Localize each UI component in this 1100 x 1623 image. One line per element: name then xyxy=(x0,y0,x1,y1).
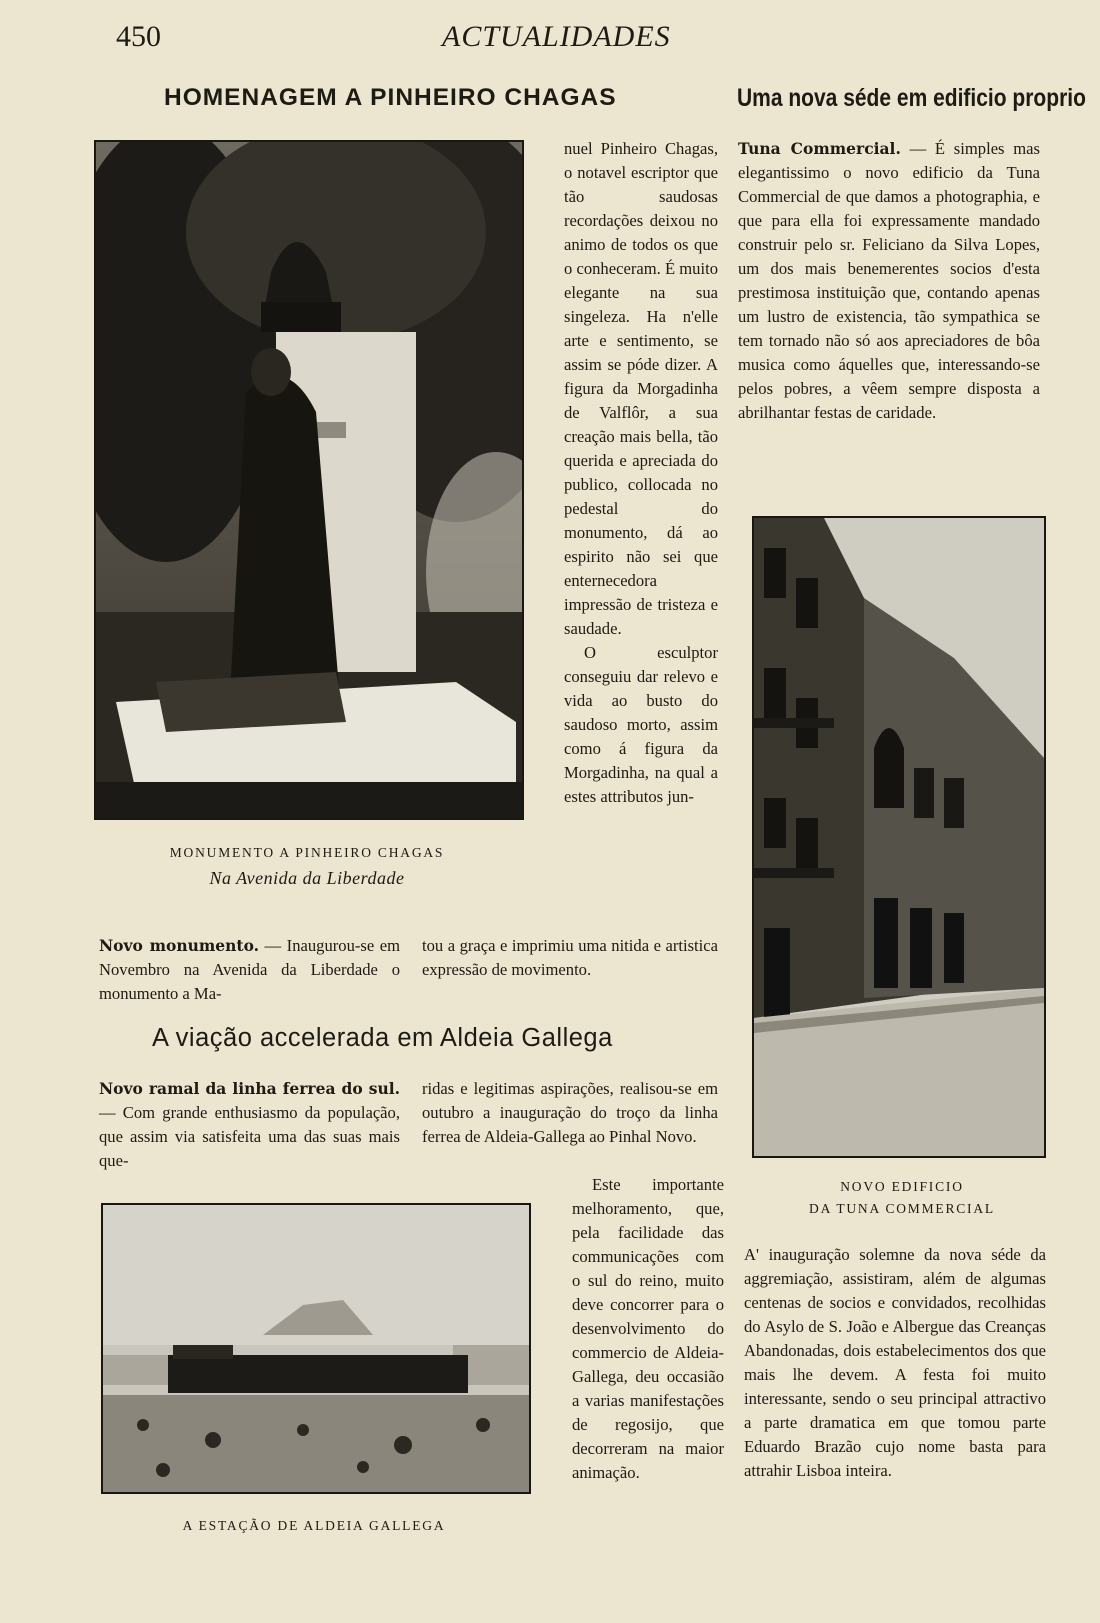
monument-caption: MONUMENTO A PINHEIRO CHAGAS xyxy=(169,845,445,860)
pinheiro-intro xyxy=(99,934,400,1006)
viacao-lead: Novo ramal da linha ferrea do sul. xyxy=(99,1079,400,1098)
pinheiro-continuation: tou a graça e imprimiu uma nitida e artistica expressão de movimento. xyxy=(422,936,718,979)
viacao-paragraph-2: Este importante melhoramento, que, pela facilidade das communicações com o sul do reino, muito deve concorrer para o desenvolvimento do commercio de Aldeia-Gallega, deu occasião a varias manifestações de regosijo, que decorreram na maior animação. xyxy=(572,1175,724,1482)
viacao-left-column xyxy=(99,1077,400,1173)
tuna-lead: Tuna Commercial. xyxy=(738,139,901,158)
tuna-paragraph-2: A' inauguração solemne da nova séde da aggremiação, assistiram, além de algumas centenas de socios e convidados, recolhidas do Asylo de S. João e Albergue das Creanças Abandonadas, dois estabelecimentos dos que mais lhe devem. A festa foi muito interessante, sendo o seu principal attractivo a parte dramatica em que tomou parte Eduardo Brazão cujo nome basta para attrahir Lisboa inteira. xyxy=(744,1245,1046,1480)
viacao-right-column xyxy=(422,1077,718,1149)
viacao-continuation: ridas e legitimas aspirações, realisou-se em outubro a inauguração do troço da linha ferrea de Aldeia-Gallega ao Pinhal Novo. xyxy=(422,1079,718,1146)
pinheiro-lead: Novo monumento. xyxy=(99,936,260,955)
tuna-text: — É simples mas elegantissimo o novo edificio da Tuna Commercial de que damos a photographia, e que para ella foi expressamente mandado construir pelo sr. Feliciano da Silva Lopes, um dos mais benemerentes socios d'esta prestimosa instituição que, contando apenas um lustro de existencia, tão sympathica se tem tornado não só aos apreciadores de bôa musica como áquelles que, interessando-se pelos pobres, a vêem sempre disposta a abrilhantar festas de caridade. xyxy=(738,139,1040,422)
viacao-narrow-column xyxy=(572,1173,724,1485)
tuna-caption-line2: DA TUNA COMMERCIAL xyxy=(809,1201,995,1216)
pinheiro-paragraph-2: O esculptor conseguiu dar relevo e vida ao busto do saudoso morto, assim como á figura da Morgadinha, na qual a estes attributos jun- xyxy=(564,643,718,806)
headline-pinheiro-chagas: HOMENAGEM A PINHEIRO CHAGAS xyxy=(164,84,617,111)
headline-tuna-commercial: Uma nova séde em edificio proprio xyxy=(737,84,1086,112)
pinheiro-right-column xyxy=(564,137,718,809)
building-illustration xyxy=(754,518,1044,1156)
monument-subcaption: Na Avenida da Liberdade xyxy=(209,868,405,888)
tuna-paragraph xyxy=(738,137,1040,425)
viacao-intro-text: — Com grande enthusiasmo da população, que assim via satisfeita uma das suas mais que- xyxy=(99,1103,400,1170)
pinheiro-bottom-right xyxy=(422,934,718,982)
station-photo xyxy=(101,1203,531,1494)
monument-photo xyxy=(94,140,524,820)
running-title: ACTUALIDADES xyxy=(442,20,671,53)
tuna-column-bottom xyxy=(744,1243,1046,1483)
pinheiro-bottom-left xyxy=(99,934,400,1006)
tuna-building-photo xyxy=(752,516,1046,1158)
station-caption: A ESTAÇÃO DE ALDEIA GALLEGA xyxy=(182,1518,446,1533)
station-illustration xyxy=(103,1205,529,1492)
tuna-column-top xyxy=(738,137,1040,425)
viacao-intro xyxy=(99,1077,400,1173)
pinheiro-intro-text: — Inaugurou-se em Novembro na Avenida da Liberdade o monumento a Ma- xyxy=(99,936,400,1003)
tuna-caption-line1: NOVO EDIFICIO xyxy=(840,1179,964,1194)
pinheiro-paragraph-1: nuel Pinheiro Chagas, o notavel escriptor que tão saudosas recordações deixou no animo de todos os que o conheceram. É muito elegante na sua singeleza. Ha n'elle arte e sentimento, se assim se póde dizer. A figura da Morgadinha de Valflôr, a sua creação mais bella, tão querida e apreciada do publico, collocada no pedestal do monumento, dá ao espirito não sei que enternecedora impressão de tristeza e saudade. xyxy=(564,139,718,638)
monument-illustration xyxy=(96,142,522,818)
headline-viacao-accelerada: A viação accelerada em Aldeia Gallega xyxy=(152,1024,613,1052)
page-number: 450 xyxy=(116,20,161,53)
